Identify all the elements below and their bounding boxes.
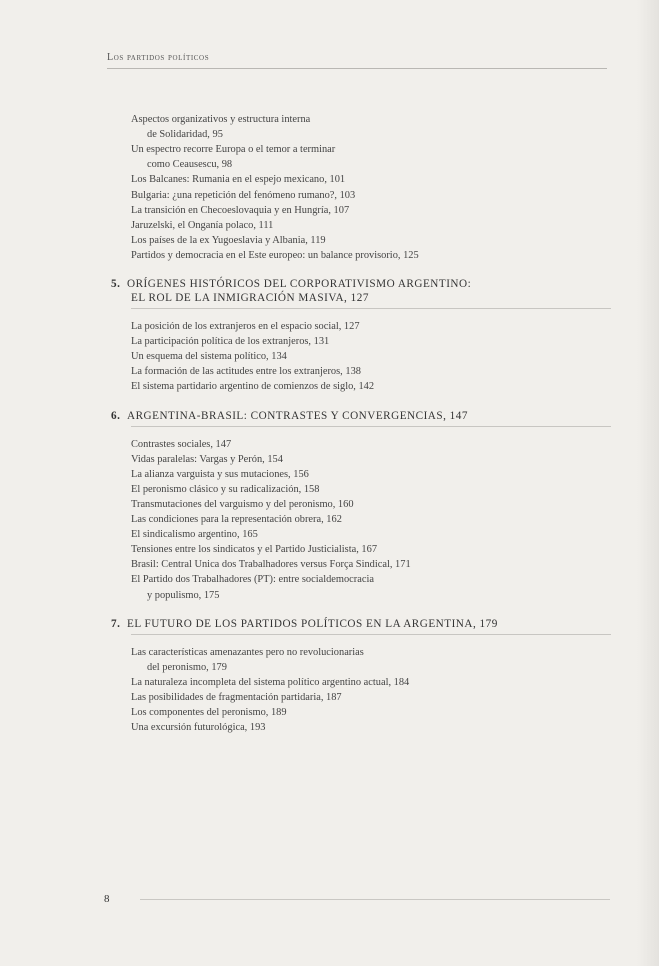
toc-entry: Tensiones entre los sindicatos y el Partido Justicialista, 167 (131, 544, 378, 556)
toc-entry: La transición en Checoeslovaquia y en Hungría, 107 (131, 204, 350, 216)
toc-entry: Los países de la ex Yugoeslavia y Albania, 119 (131, 234, 326, 246)
toc-entry-continued: de Solidaridad, 95 (147, 129, 223, 141)
toc-entry: La participación política de los extranjeros, 131 (131, 336, 330, 348)
toc-entry: La posición de los extranjeros en el espacio social, 127 (131, 321, 360, 332)
toc-entry: Aspectos organizativos y estructura interna (131, 114, 311, 125)
page-number: 8 (104, 893, 110, 905)
toc-entry: Una excursión futurológica, 193 (131, 722, 266, 734)
toc-entry: Contrastes sociales, 147 (131, 438, 232, 450)
running-head: Los partidos políticos (107, 52, 210, 63)
toc-entry: Bulgaria: ¿una repetición del fenómeno rumano?, 103 (131, 189, 356, 201)
chapter-title: ORÍGENES HISTÓRICOS DEL CORPORATIVISMO ARGENTINO: (127, 278, 472, 290)
toc-entry: Un espectro recorre Europa o el temor a terminar (131, 144, 336, 156)
toc-entry: La alianza varguista y sus mutaciones, 156 (131, 468, 309, 480)
toc-entry-continued: y populismo, 175 (147, 589, 220, 601)
toc-entry: Vidas paralelas: Vargas y Perón, 154 (131, 453, 283, 465)
toc-entry: Las posibilidades de fragmentación partidaria, 187 (131, 691, 342, 703)
toc-entry: Las condiciones para la representación obrera, 162 (131, 514, 342, 525)
toc-entry: Los Balcanes: Rumania en el espejo mexicano, 101 (131, 174, 346, 186)
chapter-heading (111, 409, 468, 423)
toc-entry: La naturaleza incompleta del sistema político argentino actual, 184 (131, 676, 410, 688)
chapter-rule (131, 634, 611, 635)
toc-entry: Partidos y democracia en el Este europeo: un balance provisorio, 125 (131, 249, 419, 261)
chapter-heading (111, 617, 498, 631)
toc-entry: La formación de las actitudes entre los extranjeros, 138 (131, 366, 361, 378)
toc-entry: El sistema partidario argentino de comienzos de siglo, 142 (131, 381, 375, 393)
header-rule (107, 68, 607, 69)
chapter-number: 7. (111, 617, 121, 630)
footer-rule (140, 899, 610, 900)
toc-entry: Jaruzelski, el Onganía polaco, 111 (131, 219, 274, 231)
toc-entry-continued: como Ceausescu, 98 (147, 159, 233, 171)
page-edge-shadow (637, 0, 659, 966)
toc-entry: El Partido dos Trabalhadores (PT): entre socialdemocracia (131, 574, 374, 586)
chapter-title: EL FUTURO DE LOS PARTIDOS POLÍTICOS EN LA ARGENTINA, 179 (127, 617, 498, 630)
toc-entry: Los componentes del peronismo, 189 (131, 707, 287, 718)
chapter-heading (111, 277, 471, 291)
toc-entry: El sindicalismo argentino, 165 (131, 529, 258, 541)
toc-entry: Transmutaciones del varguismo y del peronismo, 160 (131, 498, 354, 510)
chapter-rule (131, 426, 611, 427)
chapter-title: ARGENTINA-BRASIL: CONTRASTES Y CONVERGENCIAS, 147 (127, 409, 468, 422)
toc-entry: Las características amenazantes pero no revolucionarias (131, 646, 364, 658)
toc-entry: Brasil: Central Unica dos Trabalhadores versus Força Sindical, 171 (131, 559, 411, 571)
toc-entry: El peronismo clásico y su radicalización, 158 (131, 483, 320, 495)
chapter-number: 6. (111, 409, 121, 422)
chapter-rule (131, 308, 611, 309)
toc-entry-continued: del peronismo, 179 (147, 661, 227, 673)
chapter-number: 5. (111, 278, 121, 290)
chapter-title-continued: EL ROL DE LA INMIGRACIÓN MASIVA, 127 (131, 292, 369, 304)
toc-entry: Un esquema del sistema político, 134 (131, 351, 287, 363)
